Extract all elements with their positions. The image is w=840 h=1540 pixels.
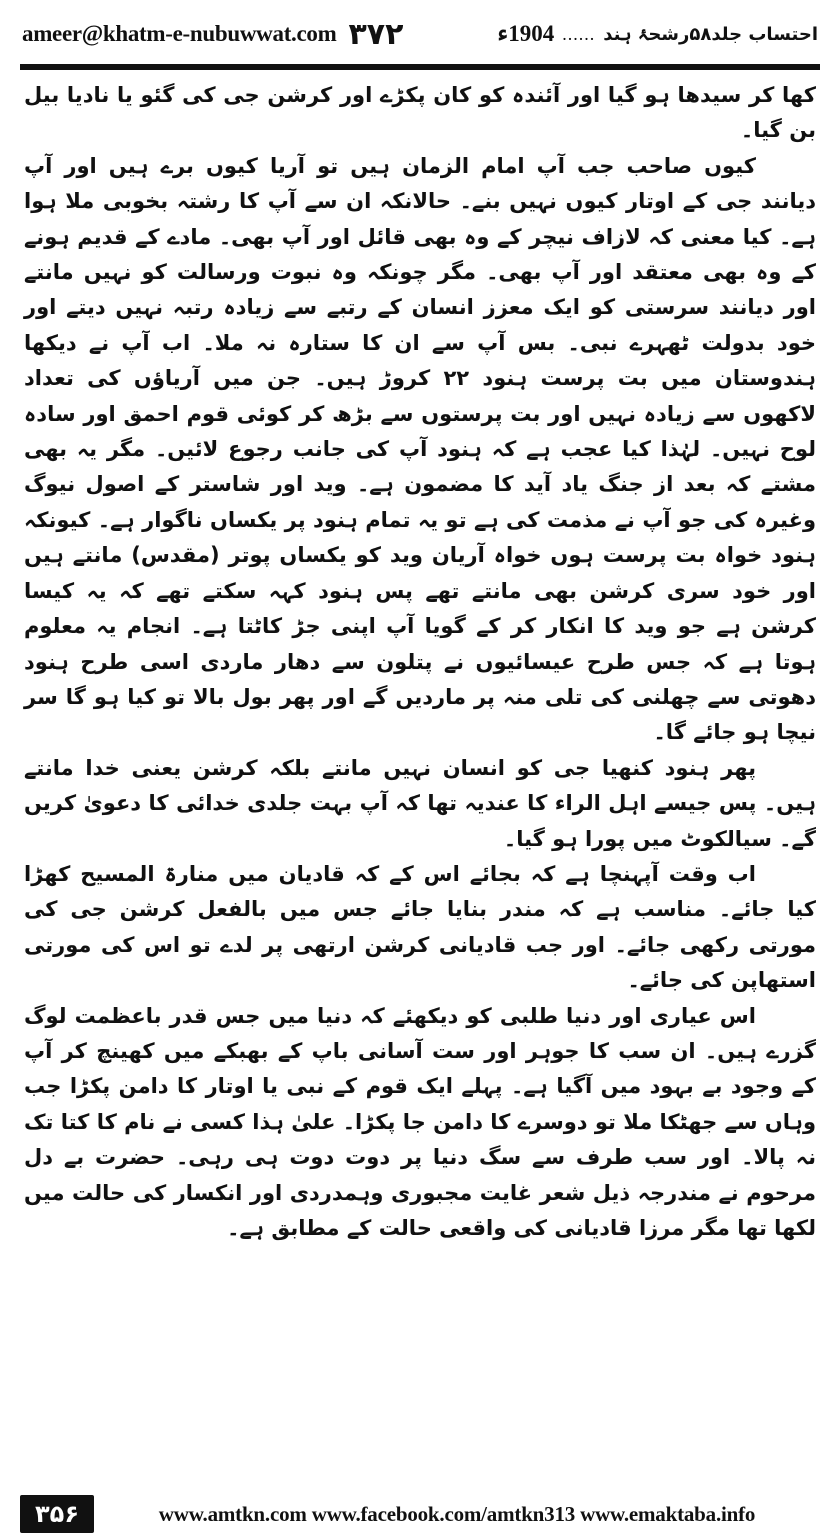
header-page-number: ۳۷۲ bbox=[348, 16, 404, 52]
running-title: احتساب جلد۵۸رشحۂ ہند bbox=[603, 23, 818, 45]
page-header bbox=[22, 8, 818, 60]
paragraph-3: پھر ہنود کنھیا جی کو انسان نہیں مانتے بلکہ کرشن یعنی خدا مانتے ہیں۔ پس جیسے اہل الراء کا عندیہ تھا کہ آپ بہت جلدی خدائی کا دعویٰ کریں گے۔ سیالکوٹ میں پورا ہو گیا۔ bbox=[24, 755, 816, 851]
body-text bbox=[24, 78, 816, 1478]
running-head-year: 1904ء bbox=[497, 21, 555, 46]
paragraph-1: کھا کر سیدھا ہو گیا اور آئندہ کو کان پکڑے اور کرشن جی کی گئو یا نادیا بیل بن گیا۔ bbox=[24, 83, 816, 143]
paragraph-5: اس عیاری اور دنیا طلبی کو دیکھئے کہ دنیا میں جس قدر باعظمت لوگ گزرے ہیں۔ ان سب کا جوہر اور ست آسانی باپ کے بھبکے میں کھینچ کر آپ کے وجود بے بہود میں آگیا ہے۔ پہلے ایک قوم کے نبی یا اوتار کا دامن پکڑا جب وہاں سے جھٹکا ملا تو دوسرے کا دامن جا پکڑا۔ علیٰ ہذا کسی نے نام کا کتا تک نہ پالا۔ اور سب طرف سے سگ دنیا پر دوت دوت ہی رہی۔ حضرت بے دل مرحوم نے مندرجہ ذیل شعر غایت مجبوری وہمدردی اور انکسار کی حالت میں لکھا تھا مگر مرزا قادیانی کی واقعی حالت کے مطابق ہے۔ bbox=[24, 1003, 816, 1240]
header-left bbox=[22, 17, 403, 52]
page-footer bbox=[20, 1494, 820, 1534]
footer-page-number: ۳۵۶ bbox=[20, 1495, 94, 1533]
header-email[interactable]: ameer@khatm-e-nubuwwat.com bbox=[22, 21, 337, 46]
running-head-dots: ...... bbox=[562, 23, 596, 44]
paragraph-2: کیوں صاحب جب آپ امام الزمان ہیں تو آریا کیوں برے ہیں اور آپ دیانند جی کے اوتار کیوں نہیں بنے۔ حالانکہ ان سے آپ کا رشتہ بخوبی ملا ہوا ہے۔ کیا معنی کہ لازاف نیچر کے وہ بھی قائل اور آپ بھی۔ مادے کے قدیم ہونے کے وہ بھی معتقد اور آپ بھی۔ مگر چونکہ وہ نبوت ورسالت کو نہیں مانتے اور دیانند سرستی کو ایک معزز انسان کے رتبے سے زیادہ رتبہ نہیں دیتے اور خود بدولت ٹھہرے نبی۔ بس آپ سے ان کا ستارہ نہ ملا۔ اب آپ نے دیکھا ہندوستان میں بت پرست ہنود ۲۲ کروڑ ہیں۔ جن میں آریاؤں کی تعداد لاکھوں سے زیادہ نہیں اور بت پرستوں سے بڑھ کر کوئی قوم احمق اور سادہ لوح نہیں۔ لہٰذا کیا عجب ہے کہ ہنود آپ کی جانب رجوع لائیں۔ مگر یہ بھی مشتے کہ بعد از جنگ یاد آید کا مضمون ہے۔ وید اور شاستر کے اصول نیوگ وغیرہ کی جو آپ نے مذمت کی ہے تو یہ تمام ہنود پر یکساں ناگوار ہے۔ کیونکہ ہنود خواہ بت پرست ہوں خواہ آریان وید کو یکساں پوتر (مقدس) مانتے ہیں اور خود سری کرشن بھی مانتے تھے پس ہنود کہہ سکتے تھے کہ یہ کیسا کرشن ہے جو وید کا انکار کر کے گویا آپ اپنی جڑ کاٹتا ہے۔ انجام یہ معلوم ہوتا ہے کہ جس طرح عیسائیوں نے پتلون سے دھار ماردی اسی طرح ہنود دھوتی سے چھلنی کی تلی منہ پر ماردیں گے اور پھر بول بالا تو کیا ہو گا سر نیچا ہو جائے گا۔ bbox=[24, 153, 816, 745]
paragraph-4: اب وقت آپہنچا ہے کہ بجائے اس کے کہ قادیان میں منارۃ المسیح کھڑا کیا جائے۔ مناسب ہے کہ مندر بنایا جائے جس میں بالفعل کرشن جی کی مورتی رکھی جائے۔ اور جب قادیانی کرشن ارتھی پر لدے تو اس کی مورتی استھاپن کی جائے۔ bbox=[24, 861, 816, 993]
footer-websites[interactable]: www.amtkn.com www.facebook.com/amtkn313 www.emaktaba.info bbox=[158, 1501, 756, 1526]
running-head bbox=[497, 21, 818, 47]
header-rule bbox=[20, 64, 820, 70]
